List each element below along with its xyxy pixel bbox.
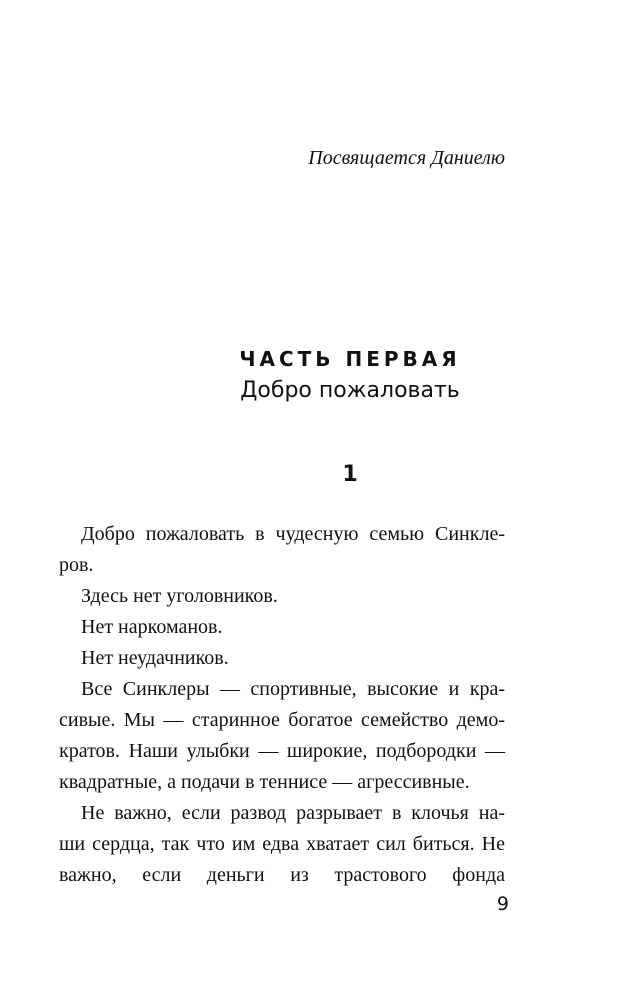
text-line: сивые. Мы — старинное богатое семейство демо- — [59, 709, 505, 731]
text-line: Все Синклеры — спортивные, высокие и кра- — [81, 678, 505, 700]
text-line: Не важно, если развод разрывает в клочья на- — [81, 802, 505, 824]
text-line: кратов. Наши улыбки — широкие, подбородки — — [59, 740, 505, 762]
chapter-number: 1 — [342, 462, 358, 487]
text-line: ши сердца, так что им едва хватает сил биться. Не — [59, 833, 505, 855]
text-line: Добро пожаловать в чудесную семью Синкле- — [81, 523, 505, 545]
chapter-body — [59, 519, 505, 891]
text-line: квадратные, а подачи в теннисе — агрессивные. — [59, 771, 470, 793]
text-line: Нет наркоманов. — [81, 616, 223, 638]
text-line: Здесь нет уголовников. — [81, 585, 278, 607]
text-line: Нет неудачников. — [81, 647, 229, 669]
text-line: ров. — [59, 554, 94, 576]
part-title: Добро пожаловать — [240, 378, 460, 403]
part-label: ЧАСТЬ ПЕРВАЯ — [239, 347, 461, 371]
dedication: Посвящается Даниелю — [308, 147, 505, 169]
text-line: важно, если деньги из трастового фонда — [59, 864, 505, 886]
page-number: 9 — [496, 893, 509, 915]
